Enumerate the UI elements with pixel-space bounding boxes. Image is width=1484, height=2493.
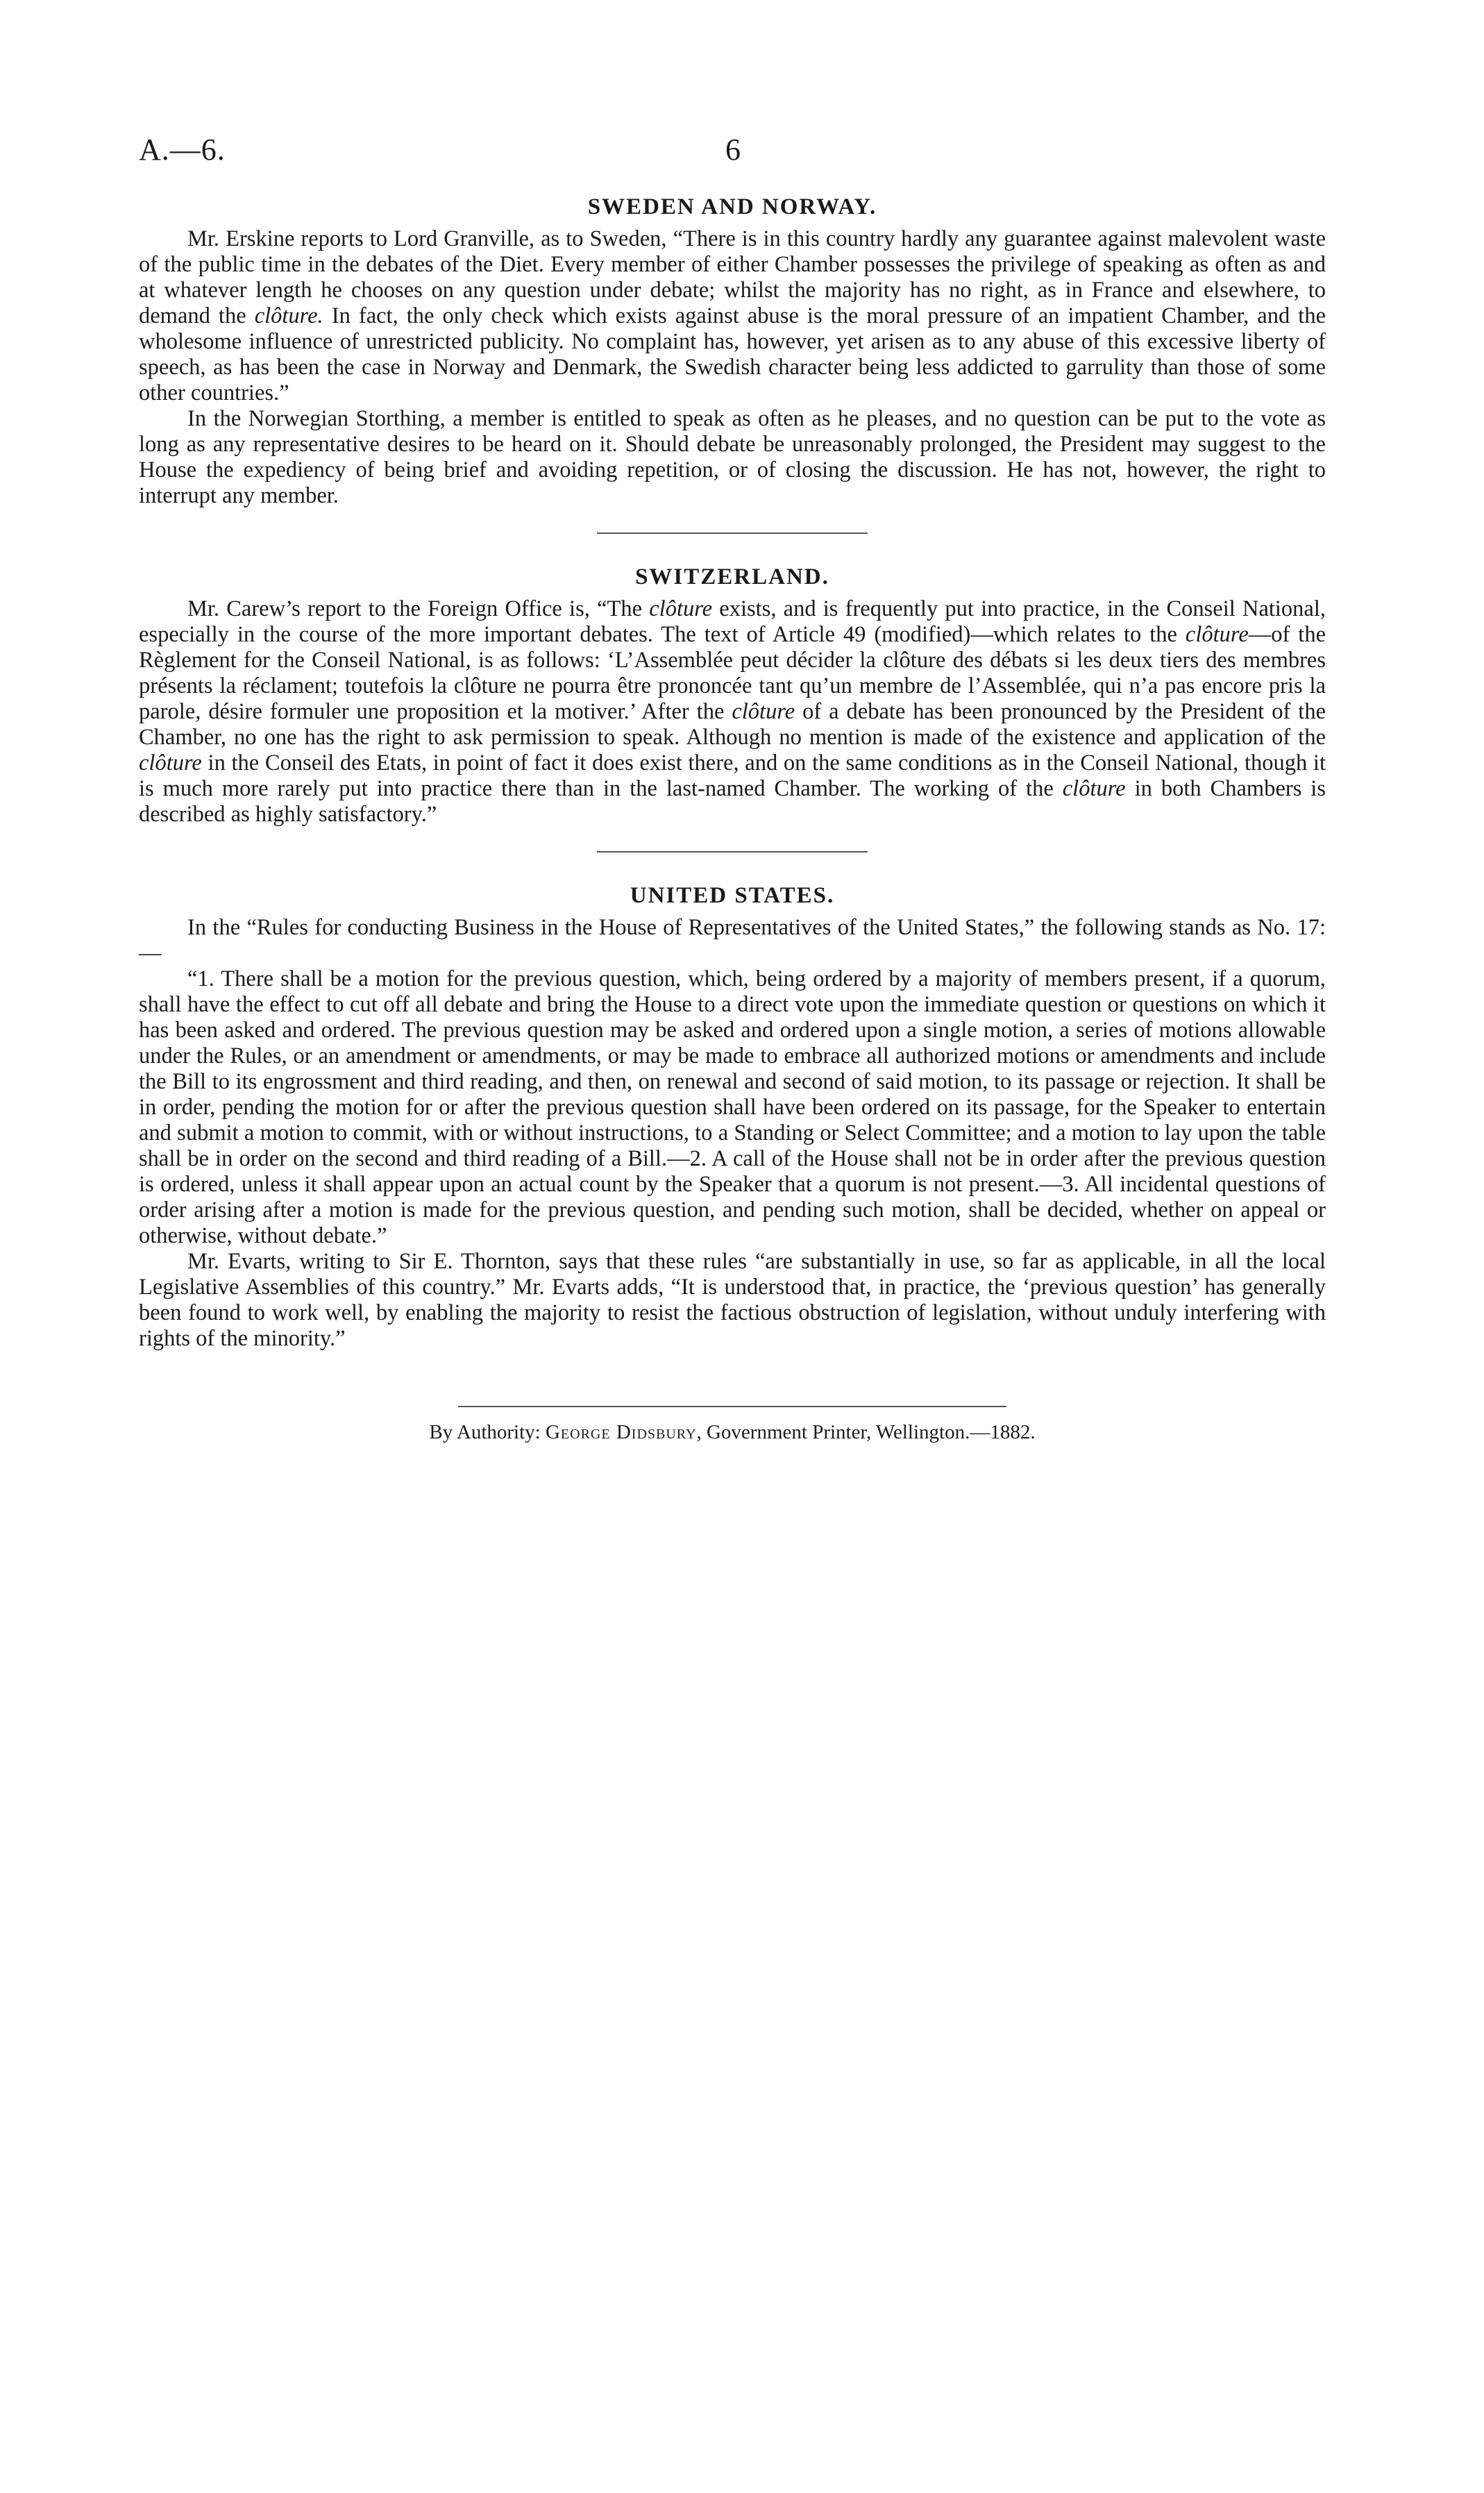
paragraph [139, 596, 1326, 828]
section-sweden-norway [139, 193, 1326, 509]
text-run: in the Conseil des Etats, in point of fact it does exist there, and on the same conditions as in the Conseil National, though it is much more rarely put into practice there than in the last-named Chamber. The working of the [139, 750, 1326, 801]
page-number: 6 [725, 133, 741, 167]
footer-divider [458, 1406, 1006, 1407]
text-run: “1. There shall be a motion for the previous question, which, being ordered by a majority of members present, if a quorum, shall have the effect to cut off all debate and bring the House to a direct vote upon the immediate question or questions on which it has been asked and ordered. The previous question may be asked and ordered upon a single motion, a series of motions allowable under the Rules, or an amendment or amendments, or may be made to embrace all authorized motions or amendments and include the Bill to its engrossment and third reading, and then, on renewal and second of said motion, to its passage or rejection. It shall be in order, pending the motion for or after the previous question shall have been ordered on its passage, for the Speaker to entertain and submit a motion to commit, with or without instructions, to a Standing or Select Committee; and a motion to lay upon the table shall be in order on the second and third reading of a Bill.—2. A call of the House shall not be in order after the previous question is ordered, unless it shall appear upon an actual count by the Speaker that a quorum is not present.—3. All incidental questions of order arising after a motion is made for the previous question, and pending such motion, shall be decided, whether on appeal or otherwise, without debate.” [139, 966, 1326, 1248]
section-united-states [139, 882, 1326, 1352]
text-run: Mr. Erskine reports to Lord Granville, as to Sweden, “There is in this country hardly any guarantee against malevolent waste of the public time in the debates of the Diet. Every member of either Chamber possesses the privilege of speaking as often as and at whatever length he chooses on any question under debate; whilst the majority has no right, as in France and elsewhere, to demand the [139, 226, 1326, 328]
text-run: In the Norwegian Storthing, a member is entitled to speak as often as he pleases, and no question can be put to the vote as long as any representative desires to be heard on it. Should debate be unreasonably prolonged, the President may suggest to the House the expediency of being brief and avoiding repetition, or of closing the discussion. He has not, however, the right to interrupt any member. [139, 406, 1326, 508]
section-switzerland [139, 563, 1326, 828]
text-run: In the “Rules for conducting Business in the House of Representatives of the United States,” the following stands as No. 17:— [139, 915, 1326, 966]
italic-term: clôture. [254, 303, 323, 328]
section-title: SWEDEN AND NORWAY. [587, 194, 877, 219]
paragraph [139, 966, 1326, 1249]
text-run: —of the Règlement for the Conseil National, is as follows: ‘L’Assemblée peut décider la clôture des débats si les deux tiers des membres présents la réclament; toutefois la clôture ne pourra être prononcée tant qu’un membre de l’Assemblée, qui n’a pas encore pris la parole, désire formuler une proposition et la motiver.’ After the [139, 622, 1326, 724]
document-reference: A.—6. [139, 133, 226, 167]
italic-term: clôture [139, 750, 202, 775]
paragraph [139, 226, 1326, 406]
section-divider [597, 851, 868, 853]
text-run: Mr. Evarts, writing to Sir E. Thornton, says that these rules “are substantially in use, so far as applicable, in all the local Legislative Assemblies of this country.” Mr. Evarts adds, “It is understood that, in practice, the ‘previous question’ has generally been found to work well, by enabling the majority to resist the factious obstruction of legislation, without unduly interfering with rights of the minority.” [139, 1249, 1326, 1351]
printer-name: George Didsbury [545, 1421, 697, 1443]
text-run: In fact, the only check which exists against abuse is the moral pressure of an impatient Chamber, and the wholesome influence of unrestricted publicity. No complaint has, however, yet arisen as to any abuse of this excessive liberty of speech, as has been the case in Norway and Denmark, the Swedish character being less addicted to garrulity than those of some other countries.” [139, 303, 1326, 405]
imprint-suffix: , Government Printer, Wellington.—1882. [696, 1421, 1036, 1443]
italic-term: clôture [732, 699, 795, 724]
page-header [139, 132, 1326, 174]
text-run: exists, and is frequently put into practice, in the Conseil National, especially in the course of the more important debates. The text of Article 49 (modified)—which relates to the [139, 596, 1326, 647]
section-title: UNITED STATES. [630, 883, 835, 908]
italic-term: clôture [649, 596, 713, 621]
text-run: of a debate has been pronounced by the President of the Chamber, no one has the right to ask permission to speak. Although no mention is made of the existence and application of the [139, 699, 1326, 750]
paragraph [139, 406, 1326, 509]
italic-term: clôture [1062, 776, 1126, 801]
body-text [139, 193, 1326, 1445]
text-run: Mr. Carew’s report to the Foreign Office is, “The [187, 596, 650, 621]
printer-imprint [139, 1420, 1326, 1445]
text-run: in both Chambers is described as highly satisfactory.” [139, 776, 1326, 827]
section-divider [597, 532, 868, 534]
italic-term: clôture [1185, 622, 1249, 647]
paragraph [139, 1249, 1326, 1352]
imprint-prefix: By Authority: [429, 1421, 546, 1443]
paragraph [139, 915, 1326, 966]
section-title: SWITZERLAND. [635, 564, 829, 589]
